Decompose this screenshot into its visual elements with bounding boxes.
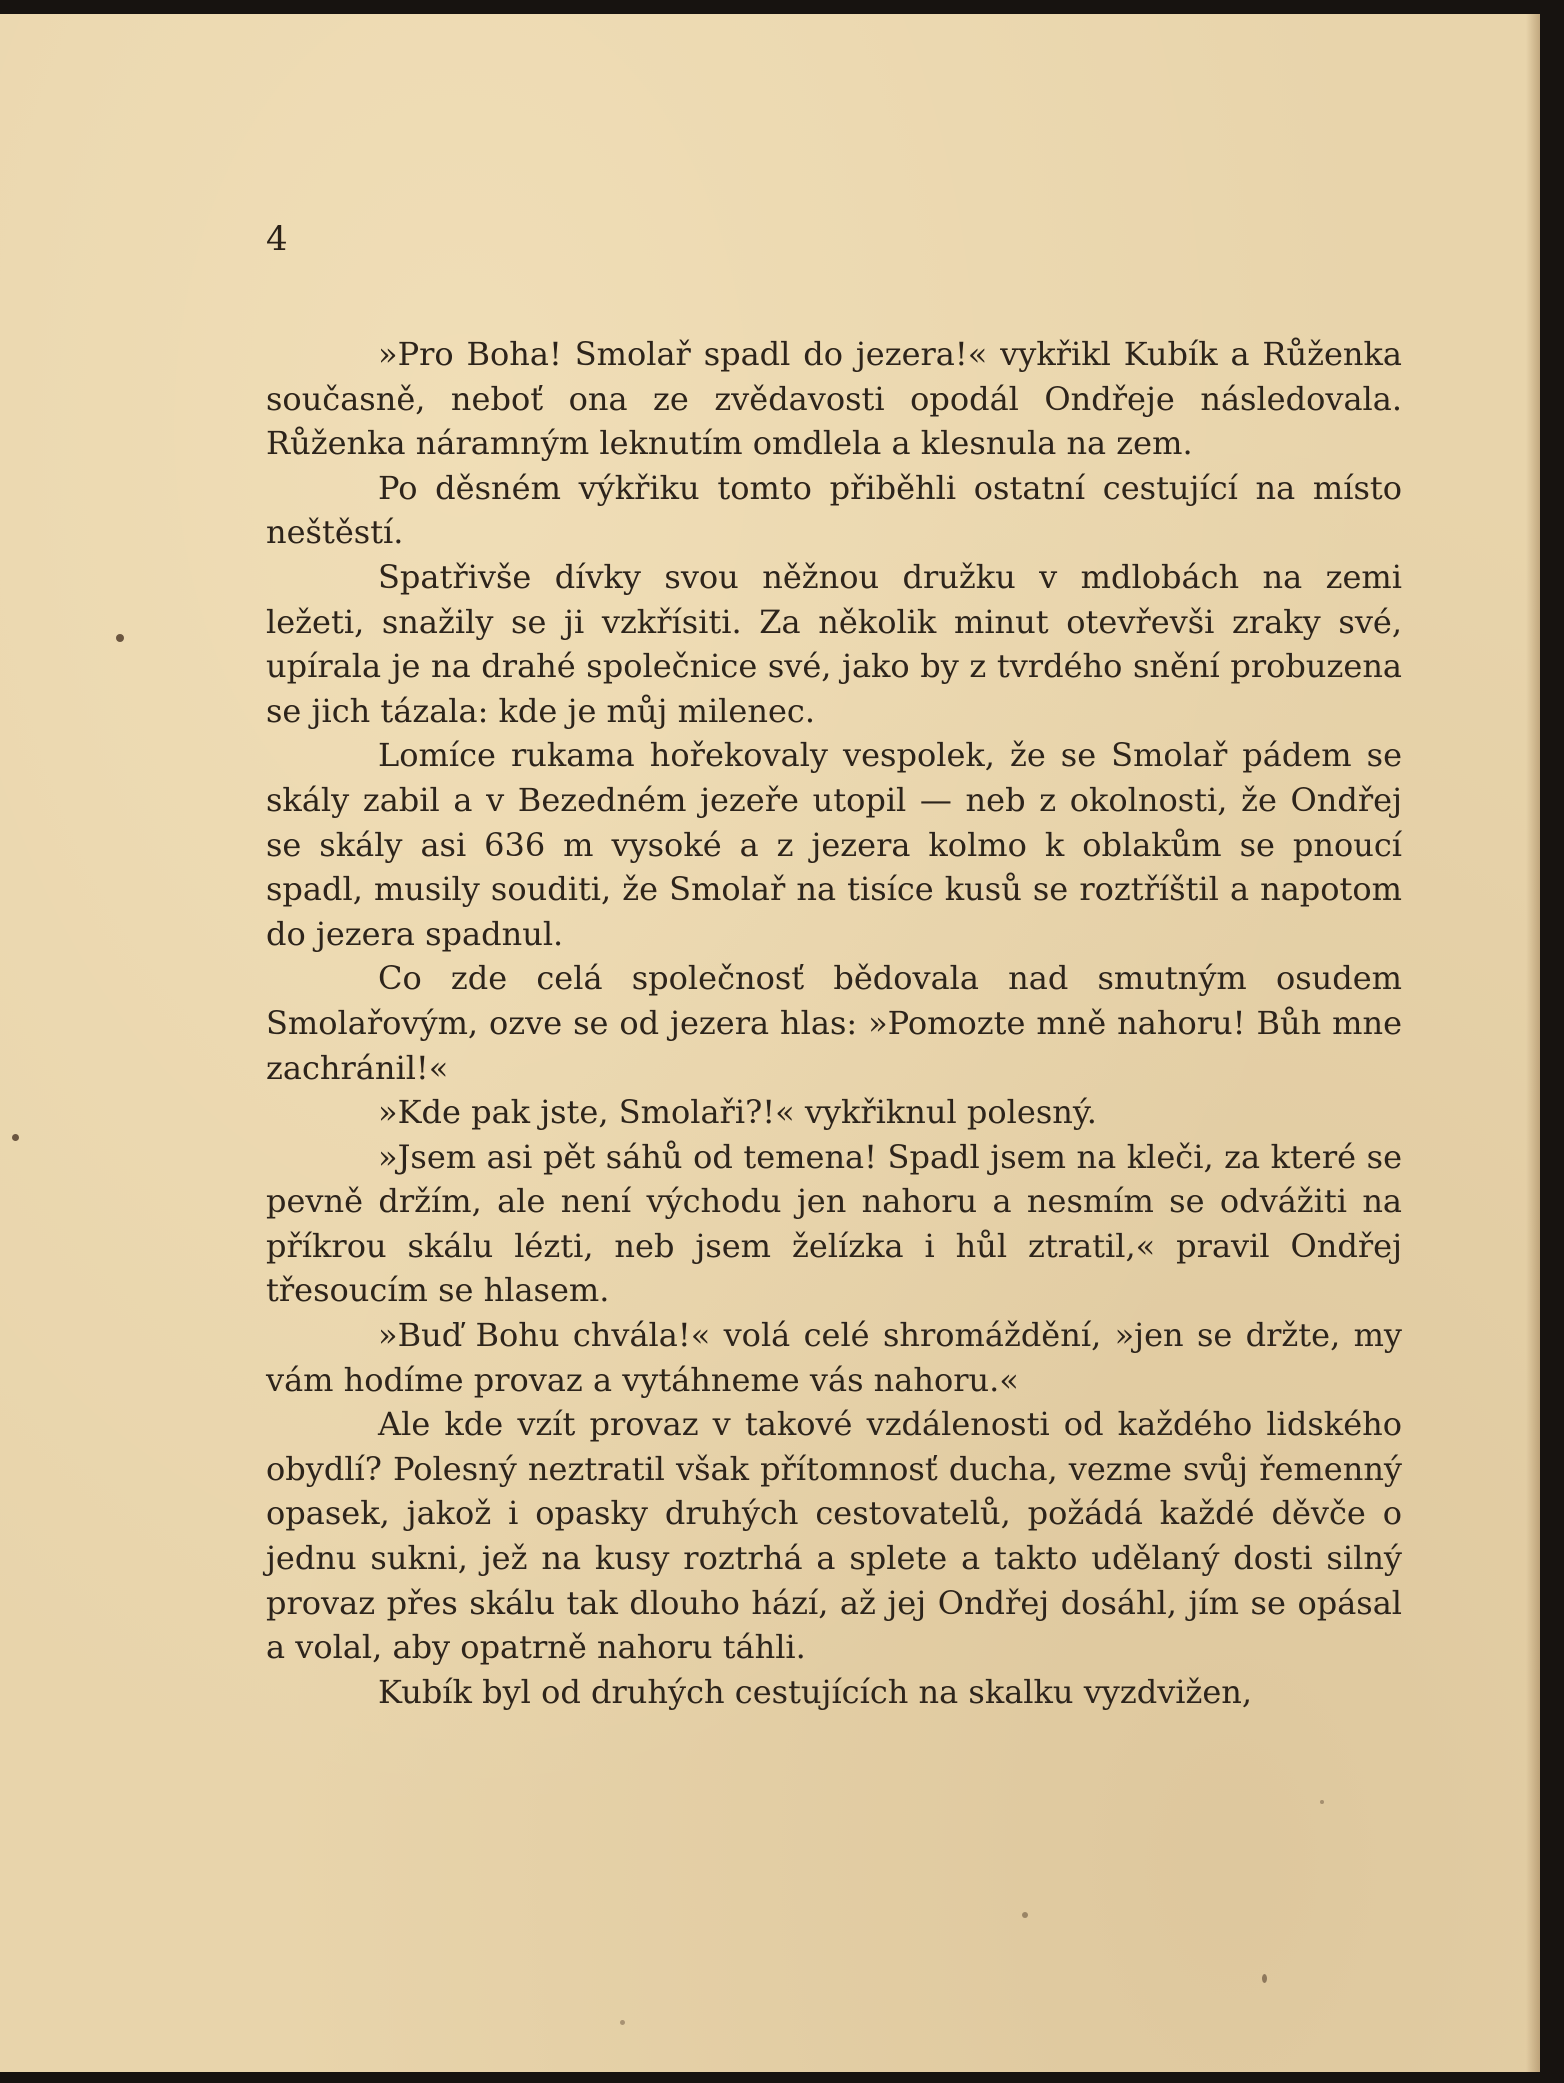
paragraph: Ale kde vzít provaz v takové vzdálenosti od každého lidského obydlí? Polesný neztratil však přítomnosť ducha, vezme svůj řemenný opasek, jakož i opasky druhých cestovatelů, požádá každé děvče o jednu sukni, jež na kusy roztrhá a splete a takto udělaný dosti silný provaz přes skálu tak dlouho hází, až jej Ondřej dosáhl, jím se opásal a volal, aby opatrně nahoru táhli. xyxy=(266,1405,1402,1667)
paragraph: »Kde pak jste, Smolaři?!« vykřiknul polesný. xyxy=(378,1093,1097,1132)
paper-speck xyxy=(1262,1974,1267,1983)
paragraph: Spatřivše dívky svou něžnou družku v mdlobách na zemi ležeti, snažily se ji vzkřísiti. Za několik minut otevřevši zraky své, upírala je na drahé společnice své, jako by z tvrdého snění probuzena se jich tázala: kde je můj milenec. xyxy=(266,557,1402,730)
page-number: 4 xyxy=(266,219,288,259)
paragraph: »Pro Boha! Smolař spadl do jezera!« vykřikl Kubík a Růženka současně, neboť ona ze zvědavosti opodál Ondřeje následovala. Růženka náramným leknutím omdlela a klesnula na zem. xyxy=(266,335,1402,463)
paragraph: »Buď Bohu chvála!« volá celé shromáždění, »jen se držte, my vám hodíme provaz a vytáhneme vás nahoru.« xyxy=(266,1316,1402,1399)
paper-speck xyxy=(1022,1912,1028,1918)
paragraph: Po děsném výkřiku tomto přiběhli ostatní cestující na místo neštěstí. xyxy=(266,468,1402,552)
paper-speck xyxy=(116,634,124,642)
paper-speck xyxy=(1320,1800,1324,1804)
paper-speck xyxy=(12,1134,19,1141)
paragraph: Kubík byl od druhých cestujících na skalku vyzdvižen, xyxy=(378,1672,1253,1711)
paragraph: Lomíce rukama hořekovaly vespolek, že se Smolař pádem se skály zabil a v Bezedném jezeře utopil — neb z okolnosti, že Ondřej se skály asi 636 m vysoké a z jezera kolmo k oblakům se pnoucí spadl, musily souditi, že Smolař na tisíce kusů se roztříštil a napotom do jezera spadnul. xyxy=(266,736,1402,953)
paragraph: »Jsem asi pět sáhů od temena! Spadl jsem na kleči, za které se pevně držím, ale není východu jen nahoru a nesmím se odvážiti na příkrou skálu lézti, neb jsem želízka i hůl ztratil,« pravil Ondřej třesoucím se hlasem. xyxy=(266,1137,1402,1310)
page-edge-shadow xyxy=(1526,14,1540,2072)
body-text xyxy=(266,332,1402,1714)
book-page xyxy=(0,14,1540,2072)
paper-speck xyxy=(620,2020,625,2025)
paragraph: Co zde celá společnosť bědovala nad smutným osudem Smolařovým, ozve se od jezera hlas: »Pomozte mně nahoru! Bůh mne zachránil!« xyxy=(266,959,1402,1087)
